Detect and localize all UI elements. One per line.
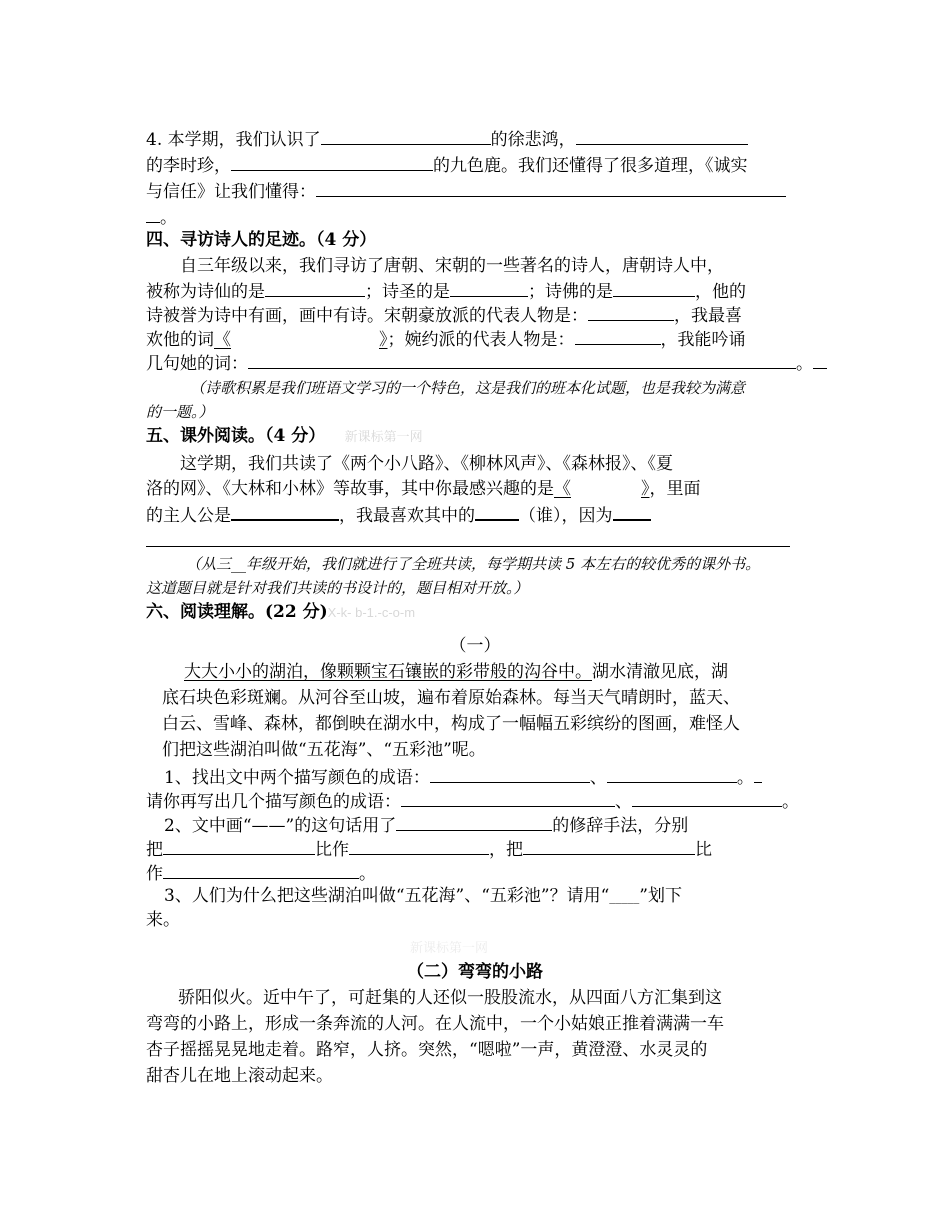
- question-text: 比作: [315, 840, 349, 860]
- answer-blank[interactable]: [214, 330, 388, 350]
- answer-blank[interactable]: [813, 350, 827, 369]
- answer-blank[interactable]: [430, 764, 590, 783]
- question-text: 作: [146, 864, 163, 884]
- part-1-title: （一）: [449, 636, 501, 656]
- answer-blank[interactable]: [475, 501, 519, 521]
- question-2-line-3: [146, 860, 376, 886]
- answer-blank[interactable]: [349, 836, 489, 855]
- answer-blank[interactable]: [575, 326, 661, 345]
- s4-line-3: [146, 302, 742, 328]
- answer-blank[interactable]: [231, 152, 433, 171]
- q4-line-3: [146, 178, 786, 204]
- s5-text: 洛的网》、《大林和小林》等故事，其中你最感兴趣的是: [146, 479, 554, 499]
- book-bracket: 》: [379, 330, 388, 350]
- question-text: 、: [589, 768, 607, 788]
- answer-blank[interactable]: [265, 278, 365, 297]
- question-2-line-1: [164, 812, 688, 838]
- passage-1-line-3: 白云、雪峰、森林，都倒映在湖水中，构成了一幅幅五彩缤纷的图画，难怪人: [162, 714, 740, 734]
- question-text: 2、文中画“——”的这句话用了: [164, 816, 397, 836]
- passage-2-line-3: 杏子摇摇晃晃地走着。路窄，人挤。突然，“嗯啦”一声，黄澄澄、水灵灵的: [146, 1040, 708, 1060]
- question-text: 1、找出文中两个描写颜色的成语：: [164, 768, 430, 788]
- answer-blank[interactable]: [163, 836, 315, 855]
- question-text: 、: [615, 792, 632, 812]
- answer-blank[interactable]: [231, 501, 339, 521]
- q4-text: 。: [160, 208, 177, 228]
- section-5-heading-row: [146, 424, 423, 449]
- watermark: 新课标第一网: [344, 429, 423, 444]
- section-5-heading: 五、课外阅读。（4 分）: [146, 426, 326, 446]
- q4-text: 4. 本学期，我们认识了: [146, 130, 321, 150]
- s5-line-3: [146, 501, 651, 528]
- section-4-heading: 四、寻访诗人的足迹。（4 分）: [146, 230, 377, 250]
- answer-blank[interactable]: [554, 479, 650, 499]
- answer-blank[interactable]: [450, 278, 528, 297]
- passage-text: 湖水清澈见底，湖: [592, 662, 728, 682]
- passage-1-line-4: 们把这些湖泊叫做“五花海”、“五彩池”呢。: [162, 740, 486, 760]
- question-text: 的修辞手法，分别: [552, 816, 689, 836]
- s5-line-1: 这学期，我们共读了《两个小八路》、《柳林风声》、《森林报》、《夏: [180, 454, 673, 474]
- s4-text: ，我最喜: [674, 306, 742, 326]
- q4-line-2: [146, 152, 748, 178]
- answer-blank[interactable]: [607, 764, 737, 783]
- answer-blank[interactable]: [321, 126, 491, 145]
- question-text: ，把: [489, 840, 523, 860]
- answer-blank[interactable]: [588, 302, 674, 321]
- s4-text: ；婉约派的代表人物是：: [387, 330, 575, 350]
- s4-note-line-1: （诗歌积累是我们班语文学习的一个特色，这是我们的班本化试题，也是我较为满意: [190, 379, 746, 397]
- question-3-line-2: 来。: [146, 910, 180, 930]
- s4-text: ，我能吟诵: [660, 330, 746, 350]
- question-text: 3、人们为什么把这些湖泊叫做“五花海”、“五彩池”？请用“: [164, 886, 610, 906]
- s4-line-2: [146, 278, 746, 304]
- question-text: 。: [782, 792, 799, 812]
- answer-blank[interactable]: [523, 836, 695, 855]
- s4-text: 被称为诗仙的是: [146, 282, 265, 302]
- answer-blank[interactable]: [613, 278, 695, 297]
- answer-blank[interactable]: [146, 204, 160, 223]
- book-bracket: 《: [554, 479, 571, 499]
- answer-blank[interactable]: [146, 528, 790, 547]
- s4-note-line-2: 的一题。）: [146, 403, 214, 421]
- question-text: 比: [695, 840, 712, 860]
- question-text: 。: [736, 768, 754, 788]
- s4-text: 诗被誉为诗中有画，画中有诗。宋朝豪放派的代表人物是：: [146, 306, 588, 326]
- answer-blank[interactable]: [401, 788, 615, 807]
- passage-1-line-2: 底石块色彩斑斓。从河谷至山坡，遍布着原始森林。每当天气晴朗时，蓝天、: [162, 688, 740, 708]
- part-2-title: （二）弯弯的小路: [407, 962, 543, 982]
- s4-text: ；诗佛的是: [528, 282, 613, 302]
- q4-text: 的九色鹿。我们还懂得了很多道理，《诚实: [433, 156, 748, 176]
- passage-2-line-2: 弯弯的小路上，形成一条奔流的人河。在人流中，一个小姑娘正推着满满一车: [146, 1014, 724, 1034]
- s4-text: 欢他的词: [146, 330, 214, 350]
- question-text: 请你再写出几个描写颜色的成语：: [146, 792, 401, 812]
- watermark: 新课标第一网: [410, 940, 489, 955]
- answer-blank[interactable]: [248, 350, 796, 369]
- watermark: X-k- b-1.-c-o-m: [327, 605, 416, 620]
- passage-2-line-4: 甜杏儿在地上滚动起来。: [146, 1066, 333, 1086]
- answer-blank[interactable]: [396, 812, 552, 831]
- s5-line-4: [146, 528, 790, 554]
- answer-blank[interactable]: [576, 126, 748, 145]
- s5-text: ，我最喜欢其中的: [339, 506, 475, 526]
- s5-text: 的主人公是: [146, 506, 231, 526]
- s5-note-line-2: 这道题目就是针对我们共读的书设计的，题目相对开放。）: [146, 579, 529, 597]
- answer-blank[interactable]: [632, 788, 782, 807]
- answer-blank[interactable]: [754, 764, 762, 783]
- q4-line-4: [146, 204, 177, 230]
- s5-line-2: [146, 477, 701, 501]
- answer-blank[interactable]: [613, 501, 651, 521]
- section-6-heading: 六、阅读理解。(22 分): [146, 602, 328, 622]
- question-1-line-1: [164, 764, 762, 790]
- s4-text: ；诗圣的是: [365, 282, 450, 302]
- s4-line-1: 自三年级以来，我们寻访了唐朝、宋朝的一些著名的诗人，唐朝诗人中，: [180, 256, 724, 276]
- q4-text: 的徐悲鸿，: [490, 130, 576, 150]
- section-6-heading-row: [146, 600, 415, 625]
- s5-note-line-1: （从三__年级开始，我们就进行了全班共读，每学期共读 5 本左右的较优秀的课外书。: [186, 555, 761, 573]
- question-3-line-1: [164, 884, 682, 909]
- question-text: ”划下: [639, 886, 682, 906]
- question-1-line-2: [146, 788, 799, 814]
- question-2-line-2: [146, 836, 712, 862]
- s4-text: ，他的: [695, 282, 746, 302]
- s5-text: （谁），因为: [519, 506, 613, 526]
- s4-line-4: [146, 326, 746, 352]
- book-bracket: 》: [641, 479, 650, 499]
- s5-text: ，里面: [649, 479, 701, 499]
- passage-2-line-1: 骄阳似火。近中午了，可赶集的人还似一股股流水，从四面八方汇集到这: [178, 988, 722, 1008]
- passage-1-line-1: [184, 660, 728, 684]
- s4-text: 。: [796, 354, 813, 374]
- book-bracket: 《: [214, 330, 231, 350]
- question-text: 把: [146, 840, 163, 860]
- underline-mark: _____: [609, 890, 640, 904]
- answer-blank[interactable]: [163, 860, 359, 879]
- q4-line-1: [146, 126, 748, 152]
- answer-blank[interactable]: [316, 178, 786, 197]
- question-text: 。: [359, 864, 376, 884]
- s4-line-5: [146, 350, 827, 376]
- underlined-sentence: 大大小小的湖泊，像颗颗宝石镶嵌的彩带般的沟谷中。: [184, 662, 592, 682]
- q4-text: 与信任》让我们懂得：: [146, 182, 316, 202]
- s4-text: 几句她的词：: [146, 354, 248, 374]
- q4-text: 的李时珍，: [146, 156, 231, 176]
